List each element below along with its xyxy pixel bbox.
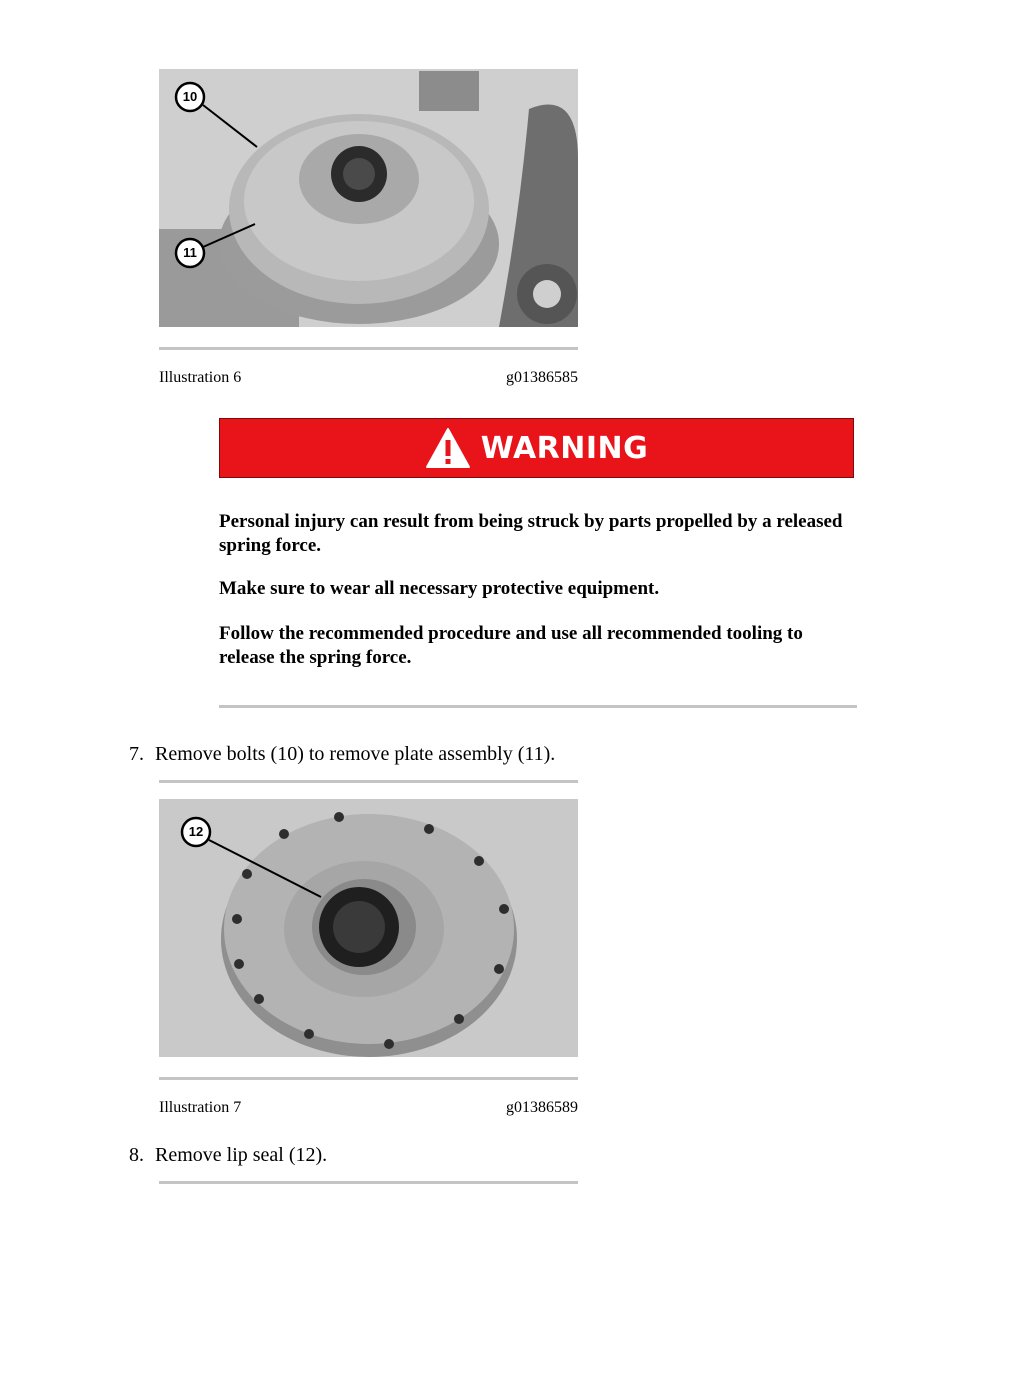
step-7-rule <box>159 780 578 783</box>
step-7-text: Remove bolts (10) to remove plate assembly (11). <box>155 743 556 765</box>
svg-text:10: 10 <box>182 89 198 104</box>
illustration-7-code: g01386589 <box>506 1099 578 1116</box>
illustration-6-code: g01386585 <box>506 369 578 386</box>
step-8-text: Remove lip seal (12). <box>155 1144 328 1166</box>
illustration-7-rule <box>159 1077 578 1080</box>
illustration-6-label: Illustration 6 <box>159 369 242 386</box>
step-7-number: 7. <box>129 743 144 765</box>
warning-triangle-icon <box>425 427 471 469</box>
illustration-6-photo <box>159 69 578 327</box>
step-8-rule <box>159 1181 578 1184</box>
svg-text:11: 11 <box>183 245 197 260</box>
step-7 <box>129 743 555 766</box>
warning-paragraph-3: Follow the recommended procedure and use all recommended tooling to release the spring force. <box>219 623 803 668</box>
step-8 <box>129 1144 327 1167</box>
warning-banner <box>219 418 854 478</box>
warning-banner-text: WARNING <box>480 430 649 466</box>
warning-bottom-rule <box>219 705 857 708</box>
illustration-6-rule <box>159 347 578 350</box>
warning-paragraph-2: Make sure to wear all necessary protective equipment. <box>219 578 660 599</box>
warning-paragraph-1: Personal injury can result from being struck by parts propelled by a released spring force. <box>219 511 843 556</box>
step-8-number: 8. <box>129 1144 144 1166</box>
illustration-7-label: Illustration 7 <box>159 1099 242 1116</box>
illustration-7-photo <box>159 799 578 1057</box>
svg-text:12: 12 <box>188 824 204 839</box>
